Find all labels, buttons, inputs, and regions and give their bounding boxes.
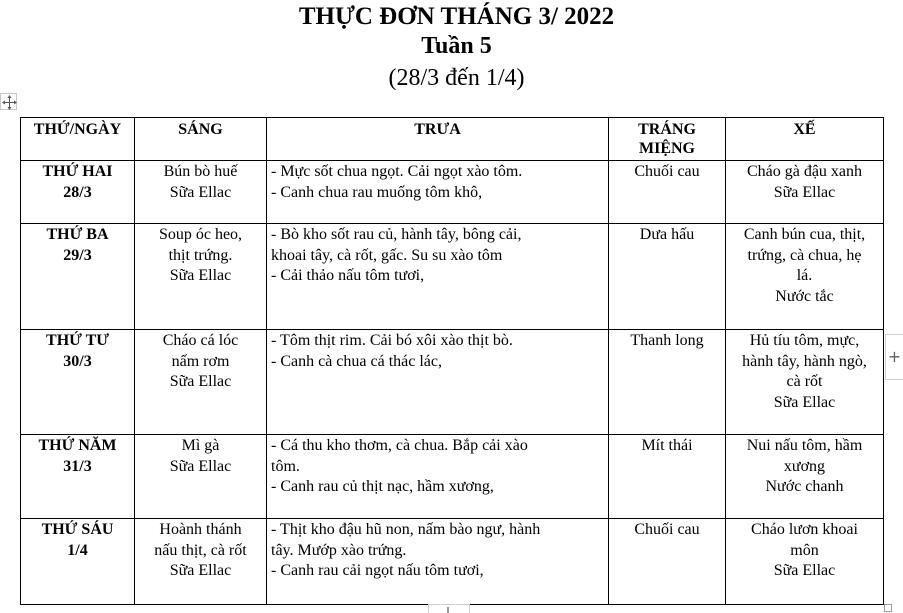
snack-cell	[726, 435, 884, 519]
lunch-item: - Canh chua rau muống tôm khô,	[271, 183, 483, 201]
move-handle-icon	[1, 94, 18, 111]
morning-item: nấm rơm	[171, 352, 230, 370]
table-row	[21, 161, 884, 224]
menu-title: THỰC ĐƠN THÁNG 3/ 2022	[298, 3, 615, 30]
day-cell	[21, 224, 135, 330]
header-day: THỨ/NGÀY	[21, 118, 135, 161]
dessert-cell: Mít thái	[609, 435, 726, 519]
lunch-cell	[267, 435, 609, 519]
table-row	[21, 224, 884, 330]
lunch-item: tôm.	[271, 457, 300, 475]
add-row-button[interactable]	[428, 604, 470, 613]
snack-item: Sữa Ellac	[773, 183, 836, 201]
morning-cell	[135, 330, 267, 435]
dessert-cell: Chuối cau	[609, 519, 726, 605]
morning-item: Sữa Ellac	[169, 183, 232, 201]
lunch-item: - Tôm thịt rim. Cải bó xôi xào thịt bò.	[271, 332, 513, 349]
header-lunch: TRƯA	[267, 118, 609, 161]
add-column-button[interactable]	[885, 334, 903, 380]
morning-cell	[135, 161, 267, 224]
day-name: THỨ BA	[46, 226, 109, 243]
snack-item: Cháo gà đậu xanh	[746, 163, 863, 180]
snack-cell	[726, 161, 884, 224]
morning-item: Sữa Ellac	[169, 562, 232, 579]
snack-cell	[726, 330, 884, 435]
morning-item: nấu thịt, cà rốt	[154, 541, 247, 559]
date-range: (28/3 đến 1/4)	[388, 65, 525, 91]
morning-item: Sữa Ellac	[169, 457, 232, 475]
header-dessert-line1: TRÁNG	[638, 121, 696, 138]
day-date: 29/3	[63, 246, 92, 264]
snack-item: Canh bún cua, thịt,	[743, 226, 866, 243]
lunch-item: - Cá thu kho thơm, cà chua. Bắp cải xào	[271, 437, 528, 454]
header-snack: XẾ	[726, 118, 884, 161]
snack-cell	[726, 519, 884, 605]
lunch-cell	[267, 519, 609, 605]
lunch-item: - Canh cà chua cá thác lác,	[271, 352, 443, 370]
morning-item: Soup óc heo,	[158, 226, 243, 243]
snack-item: Hủ tíu tôm, mực,	[749, 332, 860, 349]
snack-item: xương	[783, 457, 826, 475]
table-row	[21, 519, 884, 605]
table-move-handle[interactable]	[0, 93, 17, 110]
day-cell	[21, 161, 135, 224]
lunch-item: - Mực sốt chua ngọt. Cải ngọt xào tôm.	[271, 163, 523, 180]
snack-item: cà rốt	[786, 373, 823, 390]
resize-handle-icon[interactable]	[884, 604, 892, 612]
lunch-item: - Thịt kho đậu hũ non, nấm bào ngư, hành	[271, 521, 541, 538]
morning-item: Sữa Ellac	[169, 267, 232, 284]
plus-icon: +	[887, 347, 902, 366]
dessert-cell: Thanh long	[609, 330, 726, 435]
lunch-item: - Bò kho sốt rau củ, hành tây, bông cải,	[271, 226, 522, 243]
lunch-item: - Canh rau cải ngọt nấu tôm tươi,	[271, 562, 484, 579]
snack-item: Sữa Ellac	[773, 393, 836, 411]
morning-item: Sữa Ellac	[169, 373, 232, 390]
menu-table	[20, 117, 884, 605]
header-morning: SÁNG	[135, 118, 267, 161]
morning-item: Hoành thánh	[159, 521, 242, 538]
snack-item: môn	[790, 541, 819, 559]
day-date: 31/3	[63, 457, 92, 475]
day-cell	[21, 519, 135, 605]
lunch-item: tây. Mướp xào trứng.	[271, 541, 407, 559]
day-cell	[21, 330, 135, 435]
morning-item: thịt trứng.	[168, 246, 233, 264]
lunch-item: - Cải thảo nấu tôm tươi,	[271, 267, 425, 284]
day-date: 30/3	[63, 352, 92, 370]
dessert-cell: Chuối cau	[609, 161, 726, 224]
add-row-marker-icon	[447, 607, 449, 613]
table-row	[21, 330, 884, 435]
morning-item: Cháo cá lóc	[162, 332, 239, 349]
day-name: THỨ NĂM	[38, 437, 117, 454]
day-date: 28/3	[63, 183, 92, 201]
morning-item: Bún bò huế	[163, 163, 238, 180]
snack-item: Nước tắc	[775, 287, 834, 305]
morning-cell	[135, 519, 267, 605]
header-dessert-line2: MIỆNG	[639, 140, 695, 157]
lunch-item: khoai tây, cà rốt, gấc. Su su xào tôm	[271, 246, 503, 264]
snack-item: Sữa Ellac	[773, 562, 836, 579]
snack-item: Nước chanh	[765, 478, 844, 495]
lunch-cell	[267, 161, 609, 224]
snack-item: trứng, cà chua, hẹ	[747, 246, 862, 264]
table-row	[21, 435, 884, 519]
snack-item: Cháo lươn khoai	[751, 521, 858, 538]
lunch-item: - Canh rau củ thịt nạc, hầm xương,	[271, 478, 494, 495]
morning-cell	[135, 435, 267, 519]
snack-item: hành tây, hành ngò,	[742, 352, 867, 370]
snack-item: Nui nấu tôm, hầm	[746, 437, 863, 454]
day-name: THỨ SÁU	[41, 521, 114, 538]
dessert-cell: Dưa hấu	[609, 224, 726, 330]
snack-cell	[726, 224, 884, 330]
day-cell	[21, 435, 135, 519]
day-name: THỨ TƯ	[46, 332, 109, 349]
lunch-cell	[267, 224, 609, 330]
snack-item: lá.	[796, 267, 813, 284]
morning-item: Mì gà	[181, 437, 220, 454]
week-heading: Tuần 5	[421, 33, 492, 59]
table-header-row	[21, 118, 884, 161]
morning-cell	[135, 224, 267, 330]
day-date: 1/4	[67, 541, 88, 559]
lunch-cell	[267, 330, 609, 435]
header-dessert	[609, 118, 726, 161]
day-name: THỨ HAI	[42, 163, 113, 180]
